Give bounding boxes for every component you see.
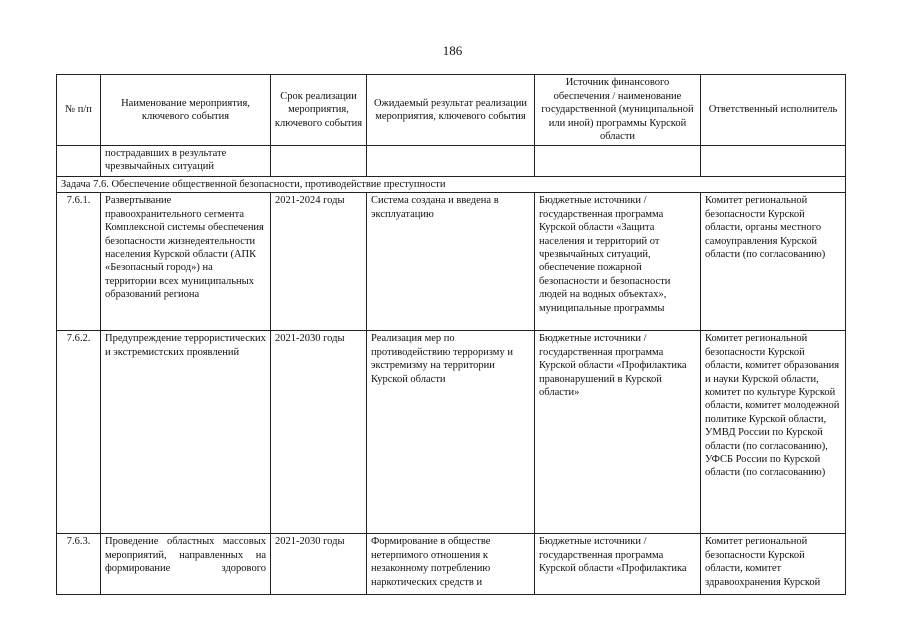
table-row-continuation	[57, 146, 846, 177]
header-num: № п/п	[57, 75, 101, 146]
cell-name: Развертывание правоохранительного сегмента Комплексной системы обеспечения безопасности жизнедеятельности населения Курской области (АПК «Безопасный город») на территории всех муниципальных образований региона	[101, 193, 271, 331]
cell-name: Предупреждение террористических и экстремистских проявлений	[101, 331, 271, 534]
cell-executor: Комитет региональной безопасности Курской области, комитет образования и науки Курской области, комитет по культуре Курской области, комитет молодежной политике Курской области, УМВД России по Курской области (по согласованию), УФСБ России по Курской области (по согласованию)	[701, 331, 846, 534]
header-executor: Ответственный исполнитель	[701, 75, 846, 146]
cell-result	[367, 146, 535, 177]
cell-source: Бюджетные источники / государственная программа Курской области «Профилактика правонарушений в Курской области»	[535, 331, 701, 534]
table-row	[57, 331, 846, 534]
cell-source	[535, 146, 701, 177]
cell-executor: Комитет региональной безопасности Курской области, органы местного самоуправления Курской области (по согласованию)	[701, 193, 846, 331]
cell-result: Реализация мер по противодействию терроризму и экстремизму на территории Курской области	[367, 331, 535, 534]
measures-table	[56, 74, 846, 595]
cell-num: 7.6.2.	[57, 331, 101, 534]
cell-executor: Комитет региональной безопасности Курской области, комитет здравоохранения Курской	[701, 534, 846, 595]
cell-name: Проведение областных массовых мероприятий, направленных на формирование здорового	[101, 534, 271, 595]
cell-result: Формирование в обществе нетерпимого отношения к незаконному потреблению наркотических средств и	[367, 534, 535, 595]
table-row	[57, 534, 846, 595]
header-name: Наименование мероприятия, ключевого события	[101, 75, 271, 146]
cell-executor	[701, 146, 846, 177]
page-number: 186	[442, 43, 463, 58]
cell-name: пострадавших в результате чрезвычайных ситуаций	[101, 146, 271, 177]
cell-num: 7.6.3.	[57, 534, 101, 595]
cell-source: Бюджетные источники / государственная программа Курской области «Профилактика	[535, 534, 701, 595]
header-result: Ожидаемый результат реализации мероприятия, ключевого события	[367, 75, 535, 146]
cell-term: 2021-2030 годы	[271, 331, 367, 534]
cell-result: Система создана и введена в эксплуатацию	[367, 193, 535, 331]
task-row	[57, 177, 846, 193]
cell-num: 7.6.1.	[57, 193, 101, 331]
header-source: Источник финансового обеспечения / наименование государственной (муниципальной или иной) программы Курской области	[535, 75, 701, 146]
cell-term: 2021-2024 годы	[271, 193, 367, 331]
cell-source: Бюджетные источники / государственная программа Курской области «Защита населения и территорий от чрезвычайных ситуаций, обеспечение пожарной безопасности и безопасности людей на водных объектах», муниципальные программы	[535, 193, 701, 331]
header-term: Срок реализации мероприятия, ключевого события	[271, 75, 367, 146]
cell-term	[271, 146, 367, 177]
cell-term: 2021-2030 годы	[271, 534, 367, 595]
table-row	[57, 193, 846, 331]
task-title: Задача 7.6. Обеспечение общественной безопасности, противодействие преступности	[57, 177, 846, 193]
cell-num	[57, 146, 101, 177]
table-header-row	[57, 75, 846, 146]
